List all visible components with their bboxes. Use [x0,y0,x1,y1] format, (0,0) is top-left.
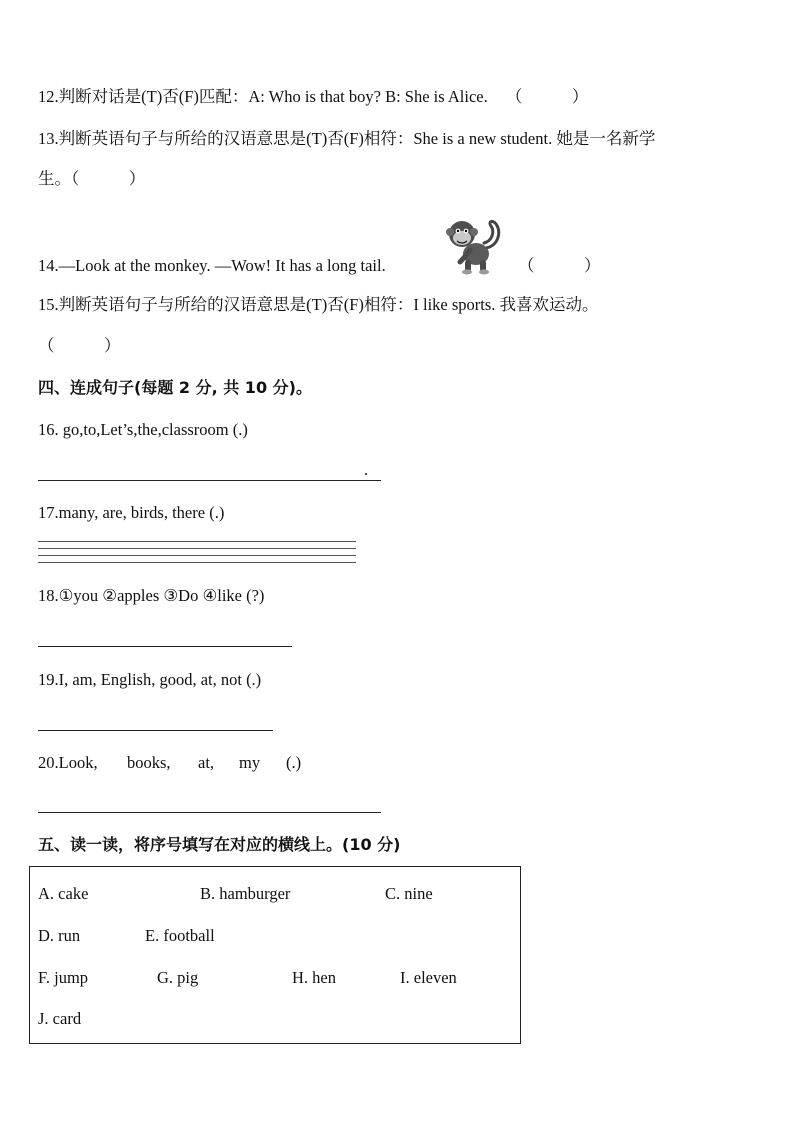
word-option-d: D. run [38,926,81,945]
word-bank-box [29,866,521,1044]
question-15-text: 15.判断英语句子与所给的汉语意思是(T)否(F)相符：I like sports. 我喜欢运动。 [38,295,599,314]
word-option-i: I. eleven [400,968,457,987]
question-14-text: 14.—Look at the monkey. —Wow! It has a long tail. [38,256,386,275]
section-4-title: 四、连成句子(每题 2 分, 共 10 分)。 [38,378,312,397]
word-part: (.) [286,753,302,772]
answer-line-19[interactable] [38,730,273,731]
word-option-g: G. pig [157,968,199,987]
writing-line [38,555,356,556]
word-option-c: C. nine [385,884,433,903]
answer-line-16[interactable] [38,480,381,481]
answer-paren-12[interactable]: （ ） [505,87,589,106]
monkey-illustration [442,210,508,276]
writing-line [38,541,356,542]
word-option-e: E. football [145,926,215,945]
writing-line [38,562,356,563]
word-part: my [239,753,261,772]
answer-line-18[interactable] [38,646,292,647]
word-option-f: F. jump [38,968,89,987]
word-option-j: J. card [38,1009,82,1028]
word-option-b: B. hamburger [200,884,291,903]
writing-line [38,548,356,549]
answer-paren-15[interactable]: （ ） [38,336,121,355]
sentence-item-18: 18.①you ②apples ③Do ④like (?) [38,586,265,605]
answer-line-20[interactable] [38,812,381,813]
word-part: at, [198,753,215,772]
word-option-a: A. cake [38,884,89,903]
answer-paren-14[interactable]: （ ） [518,256,601,275]
word-part: books, [127,753,171,772]
sentence-item-16: 16. go,to,Let’s,the,classroom (.) [38,420,248,439]
section-5-title: 五、读一读，将序号填写在对应的横线上。(10 分) [38,835,401,854]
question-12-text: 12.判断对话是(T)否(F)匹配：A: Who is that boy? B: She is Alice. [38,87,488,106]
word-part: 20.Look, [38,753,98,772]
question-12 [38,87,588,107]
sentence-item-17: 17.many, are, birds, there (.) [38,503,225,522]
word-option-h: H. hen [292,968,336,987]
answer-line-16-period: . [364,460,369,479]
question-13-continued[interactable]: 生。（ ） [38,169,146,188]
question-13: 13.判断英语句子与所给的汉语意思是(T)否(F)相符：She is a new student. 她是一名新学 [38,129,656,148]
sentence-item-19: 19.I, am, English, good, at, not (.) [38,670,262,689]
